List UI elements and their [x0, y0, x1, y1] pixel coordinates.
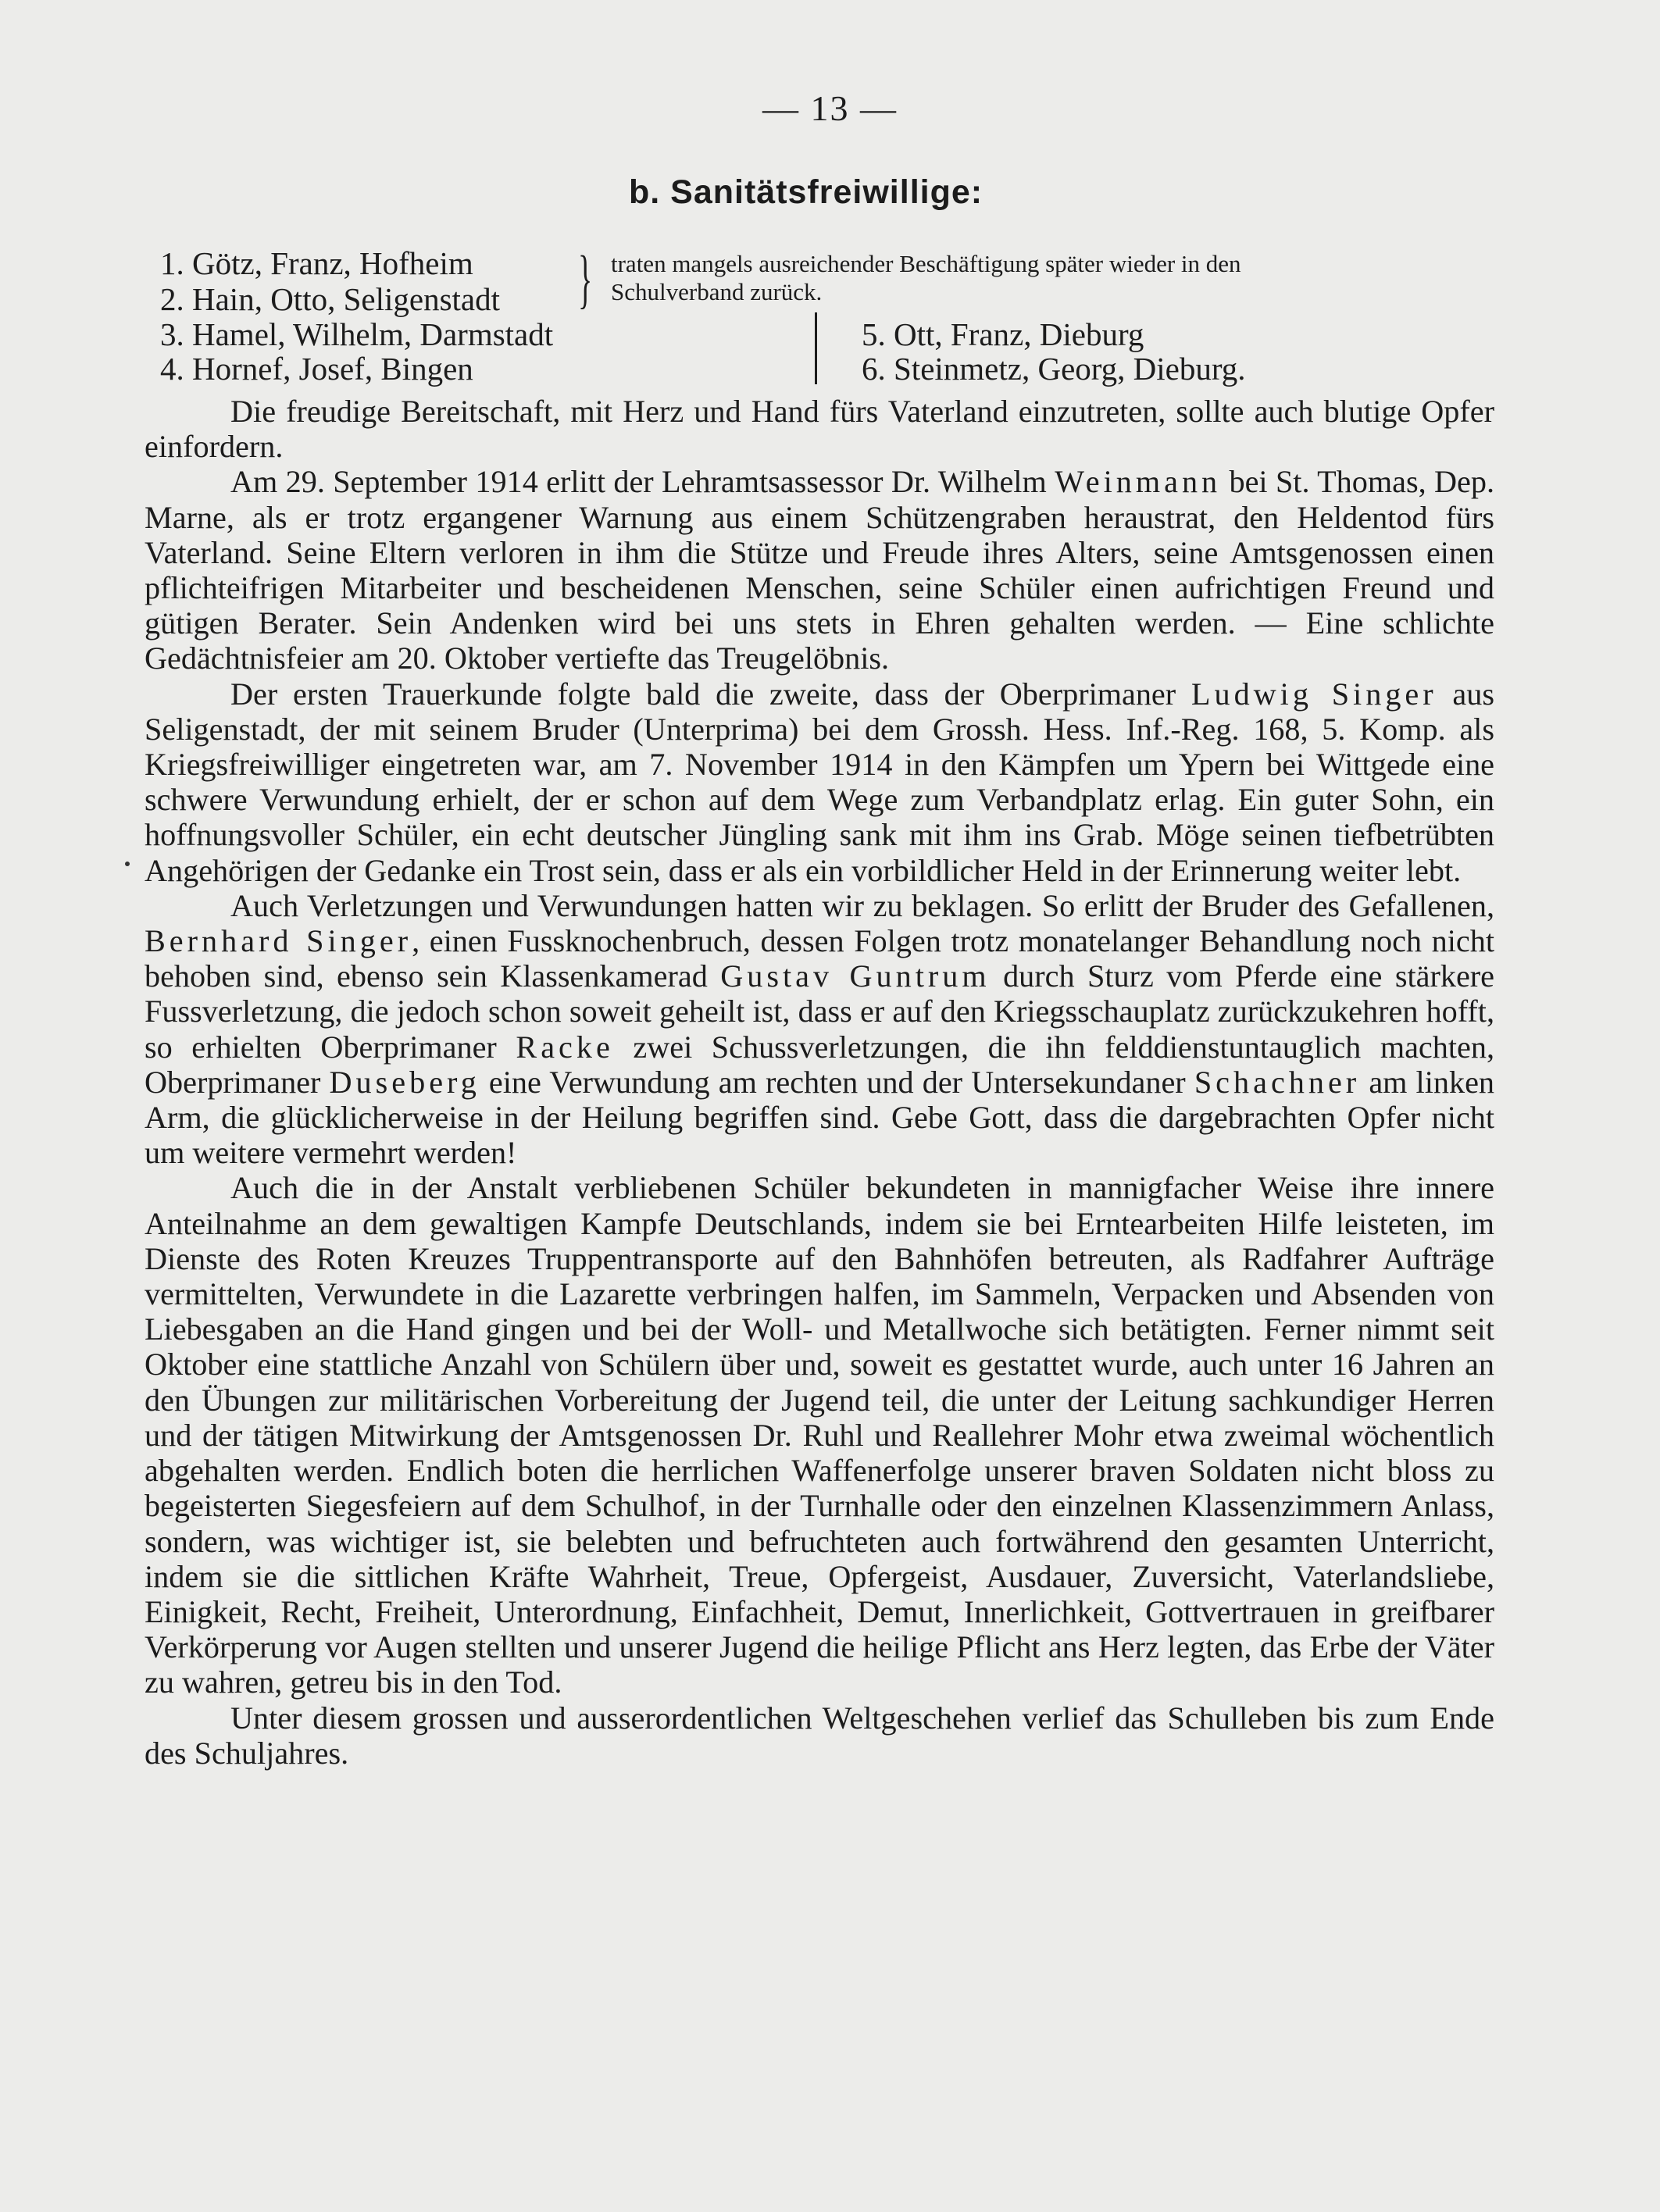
volunteer-item-2: 2. Hain, Otto, Seligenstadt [160, 281, 501, 317]
brace-note-line-2: Schulverband zurück. [611, 278, 823, 305]
paragraph-3-text-a: Der ersten Trauerkunde folgte bald die zweite, dass der Oberprimaner [230, 676, 1191, 712]
volunteer-item-4: 4. Hornef, Josef, Bingen [160, 351, 473, 387]
paragraph-4 [145, 888, 1494, 1171]
name-duseberg: Duseberg [329, 1064, 480, 1100]
paragraph-2-text-b: bei St. Thomas, Dep. Marne, als er trotz ergangener Warnung aus einem Schützengraben heraustrat, den Heldentod fürs Vaterland. Seine Eltern verloren in ihm die Stütze und Freude ihres Alters, seine Amtsgenossen einen pflichteifrigen Mitarbeiter und bescheidenen Menschen, seine Schüler einen aufrichtigen Freund und gütigen Berater. Sein Andenken wird bei uns stets in Ehren gehalten werden. — Eine schlichte Gedächtnisfeier am 20. Oktober vertiefte das Treugelöbnis. [145, 464, 1494, 676]
grouping-brace: } [578, 243, 593, 316]
paragraph-3 [145, 676, 1494, 888]
paragraph-2-text-a: Am 29. September 1914 erlitt der Lehramtsassessor Dr. Wilhelm [230, 464, 1055, 500]
paragraph-4-text-d: zwei Schussverletzungen, die ihn felddienstuntauglich machten, Oberprimaner [145, 1029, 1495, 1100]
name-ludwig-singer: Ludwig Singer [1191, 676, 1437, 712]
margin-mark [125, 862, 130, 866]
brace-note-line-1: traten mangels ausreichender Beschäftigung später wieder in den [611, 250, 1241, 277]
body-text [145, 394, 1494, 1771]
name-gustav-guntrum: Gustav Guntrum [720, 958, 991, 994]
volunteer-item-5: 5. Ott, Franz, Dieburg [862, 316, 1144, 352]
paragraph-1: Die freudige Bereitschaft, mit Herz und Hand fürs Vaterland einzutreten, sollte auch blutige Opfer einfordern. [145, 394, 1494, 465]
name-racke: Racke [516, 1029, 614, 1065]
name-schachner: Schachner [1194, 1064, 1361, 1100]
name-bernhard-singer: Bernhard Singer [145, 923, 412, 959]
name-weinmann: Weinmann [1055, 464, 1222, 500]
paragraph-4-text-e: eine Verwundung am rechten und der Untersekundaner [480, 1064, 1194, 1100]
volunteer-item-1: 1. Götz, Franz, Hofheim [160, 245, 473, 281]
paragraph-6: Unter diesem grossen und ausserordentlichen Weltgeschehen verlief das Schulleben bis zum Ende des Schuljahres. [145, 1700, 1494, 1771]
paragraph-4-text-a: Auch Verletzungen und Verwundungen hatten wir zu beklagen. So erlitt der Bruder des Gefallenen, [230, 887, 1494, 923]
volunteer-item-3: 3. Hamel, Wilhelm, Darmstadt [160, 316, 554, 352]
list-column-divider [815, 312, 817, 384]
page-number: — 13 — [762, 88, 898, 128]
paragraph-5: Auch die in der Anstalt verbliebenen Schüler bekundeten in mannigfacher Weise ihre innere Anteilnahme an dem gewaltigen Kampfe Deutschlands, indem sie bei Erntearbeiten Hilfe leisteten, im Dienste des Roten Kreuzes Truppentransporte auf den Bahnhöfen betreuten, als Radfahrer Aufträge vermittelten, Verwundete in die Lazarette verbringen halfen, im Sammeln, Verpacken und Absenden von Liebesgaben an die Hand gingen und bei der Woll- und Metallwoche sich betätigten. Ferner nimmt seit Oktober eine stattliche Anzahl von Schülern über und, soweit es gestattet wurde, auch unter 16 Jahren an den Übungen zur militärischen Vorbereitung der Jugend teil, die unter der Leitung sachkundiger Herren und der tätigen Mitwirkung der Amtsgenossen Dr. Ruhl und Reallehrer Mohr etwa zweimal wöchentlich abgehalten werden. Endlich boten die herrlichen Waffenerfolge unserer braven Soldaten nicht bloss zu begeisterten Siegesfeiern auf dem Schulhof, in der Turnhalle oder den einzelnen Klassenzimmern Anlass, sondern, was wichtiger ist, sie belebten und befruchteten auch fortwährend den gesamten Unterricht, indem sie die sittlichen Kräfte Wahrheit, Treue, Opfergeist, Ausdauer, Zuversicht, Vaterlandsliebe, Einigkeit, Recht, Freiheit, Unterordnung, Einfachheit, Demut, Innerlichkeit, Gottvertrauen in greifbarer Verkörperung vor Augen stellten und unserer Jugend die heilige Pflicht ans Herz legten, das Erbe der Väter zu wahren, getreu bis in den Tod. [145, 1170, 1494, 1700]
paragraph-3-text-b: aus Seligenstadt, der mit seinem Bruder (Unterprima) bei dem Grossh. Hess. Inf.-Reg. 168, 5. Komp. als Kriegsfreiwilliger eingetreten war, am 7. November 1914 in den Kämpfen um Ypern bei Wittgede eine schwere Verwundung erhielt, der er schon auf dem Wege zum Verbandplatz erlag. Ein guter Sohn, ein hoffnungsvoller Schüler, ein echt deutscher Jüngling sank mit ihm ins Grab. Möge seinen tiefbetrübten Angehörigen der Gedanke ein Trost sein, dass er als ein vorbildlicher Held in der Erinnerung weiter lebt. [145, 676, 1494, 888]
volunteer-item-6: 6. Steinmetz, Georg, Dieburg. [862, 351, 1246, 387]
paragraph-4-text-b: , einen Fussknochenbruch, dessen Folgen trotz monatelanger Behandlung noch nicht behoben sind, ebenso sein Klassenkamerad [145, 923, 1494, 994]
section-heading: b. Sanitätsfreiwillige: [629, 173, 984, 211]
paragraph-2 [145, 464, 1494, 676]
paragraph-4-text-f: am linken Arm, die glücklicherweise in der Heilung begriffen sind. Gebe Gott, dass die dargebrachten Opfer nicht um weitere vermehrt werden! [145, 1064, 1494, 1171]
paragraph-4-text-c: durch Sturz vom Pferde eine stärkere Fussverletzung, die jedoch schon soweit geheilt ist, dass er auf den Kriegsschauplatz zurückzukehren hofft, so erhielten Oberprimaner [145, 958, 1495, 1065]
